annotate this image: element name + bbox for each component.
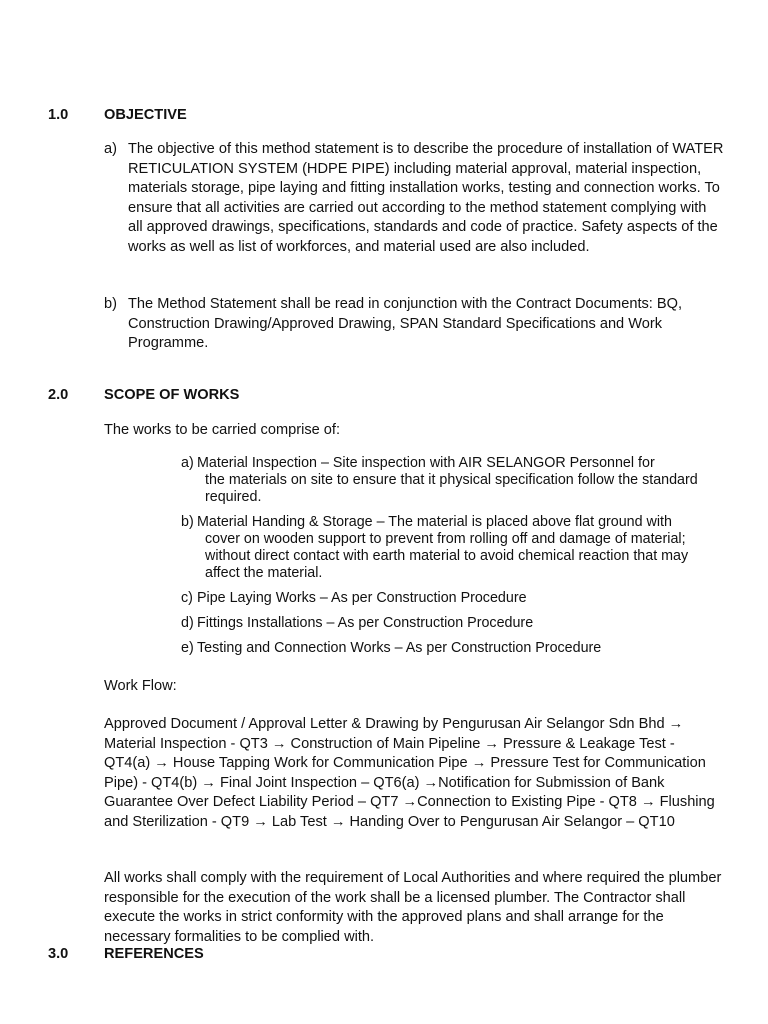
objective-item-b [104, 295, 724, 354]
item-text: The objective of this method statement is to describe the procedure of installation of WATER RETICULATION SYSTEM (HDPE PIPE) including material approval, material inspection, materials storage, pipe laying and fitting installation works, testing and connection works. To ensure that all activities are carried out according to the method statement complying with all approved drawings, specifications, standards and code of practice. Safety aspects of the works as well as list of workforces, and material used are also included. [128, 141, 724, 255]
section-title-references: REFERENCES [104, 946, 204, 962]
item-text-first: Material Handing & Storage – The material is placed above flat ground with [197, 514, 672, 530]
item-text-rest: the materials on site to ensure that it physical specification follow the standard required. [205, 472, 698, 505]
item-label: b) [104, 296, 117, 312]
item-label: b) [181, 514, 194, 530]
workflow-label: Work Flow: [104, 678, 177, 694]
item-label: e) [181, 640, 194, 656]
item-text: The Method Statement shall be read in conjunction with the Contract Documents: BQ, Construction Drawing/Approved Drawing, SPAN Standard Specifications and Work Programme. [128, 296, 683, 351]
item-label: a) [181, 455, 194, 471]
section-title-scope: SCOPE OF WORKS [104, 387, 240, 403]
section-title-objective: OBJECTIVE [104, 107, 187, 123]
item-text-first: Testing and Connection Works – As per Construction Procedure [197, 640, 602, 656]
scope-item-e [181, 640, 721, 657]
scope-item-c [181, 590, 721, 607]
scope-item-b [181, 514, 721, 582]
item-text-rest: cover on wooden support to prevent from rolling off and damage of material; without direct contact with earth material to avoid chemical reaction that may affect the material. [205, 531, 689, 581]
scope-item-d [181, 615, 721, 632]
item-label: d) [181, 615, 194, 631]
item-text-first: Pipe Laying Works – As per Construction Procedure [197, 590, 527, 606]
item-text-first: Fittings Installations – As per Construction Procedure [197, 615, 534, 631]
item-text-first: Material Inspection – Site inspection with AIR SELANGOR Personnel for [197, 455, 655, 471]
section-number: 3.0 [48, 946, 69, 962]
item-label: a) [104, 141, 117, 157]
item-label: c) [181, 590, 193, 606]
section-number: 1.0 [48, 107, 69, 123]
objective-item-a [104, 140, 724, 257]
workflow-text: Approved Document / Approval Letter & Drawing by Pengurusan Air Selangor Sdn Bhd → Material Inspection - QT3 → Construction of Main Pipeline → Pressure & Leakage Test - QT4(a) → House Tapping Work for Communication Pipe → Pressure Test for Communication Pipe) - QT4(b) → Final Joint Inspection – QT6(a) →Notification for Submission of Bank Guarantee Over Defect Liability Period – QT7 →Connection to Existing Pipe - QT8 → Flushing and Sterilization - QT9 → Lab Test → Handing Over to Pengurusan Air Selangor – QT10 [104, 716, 715, 830]
compliance-text: All works shall comply with the requirement of Local Authorities and where required the plumber responsible for the execution of the work shall be a licensed plumber. The Contractor shall execute the works in strict conformity with the approved plans and shall arrange for the necessary formalities to be complied with. [104, 870, 722, 945]
section-number: 2.0 [48, 387, 69, 403]
scope-intro: The works to be carried comprise of: [104, 422, 341, 438]
scope-item-a [181, 455, 721, 506]
